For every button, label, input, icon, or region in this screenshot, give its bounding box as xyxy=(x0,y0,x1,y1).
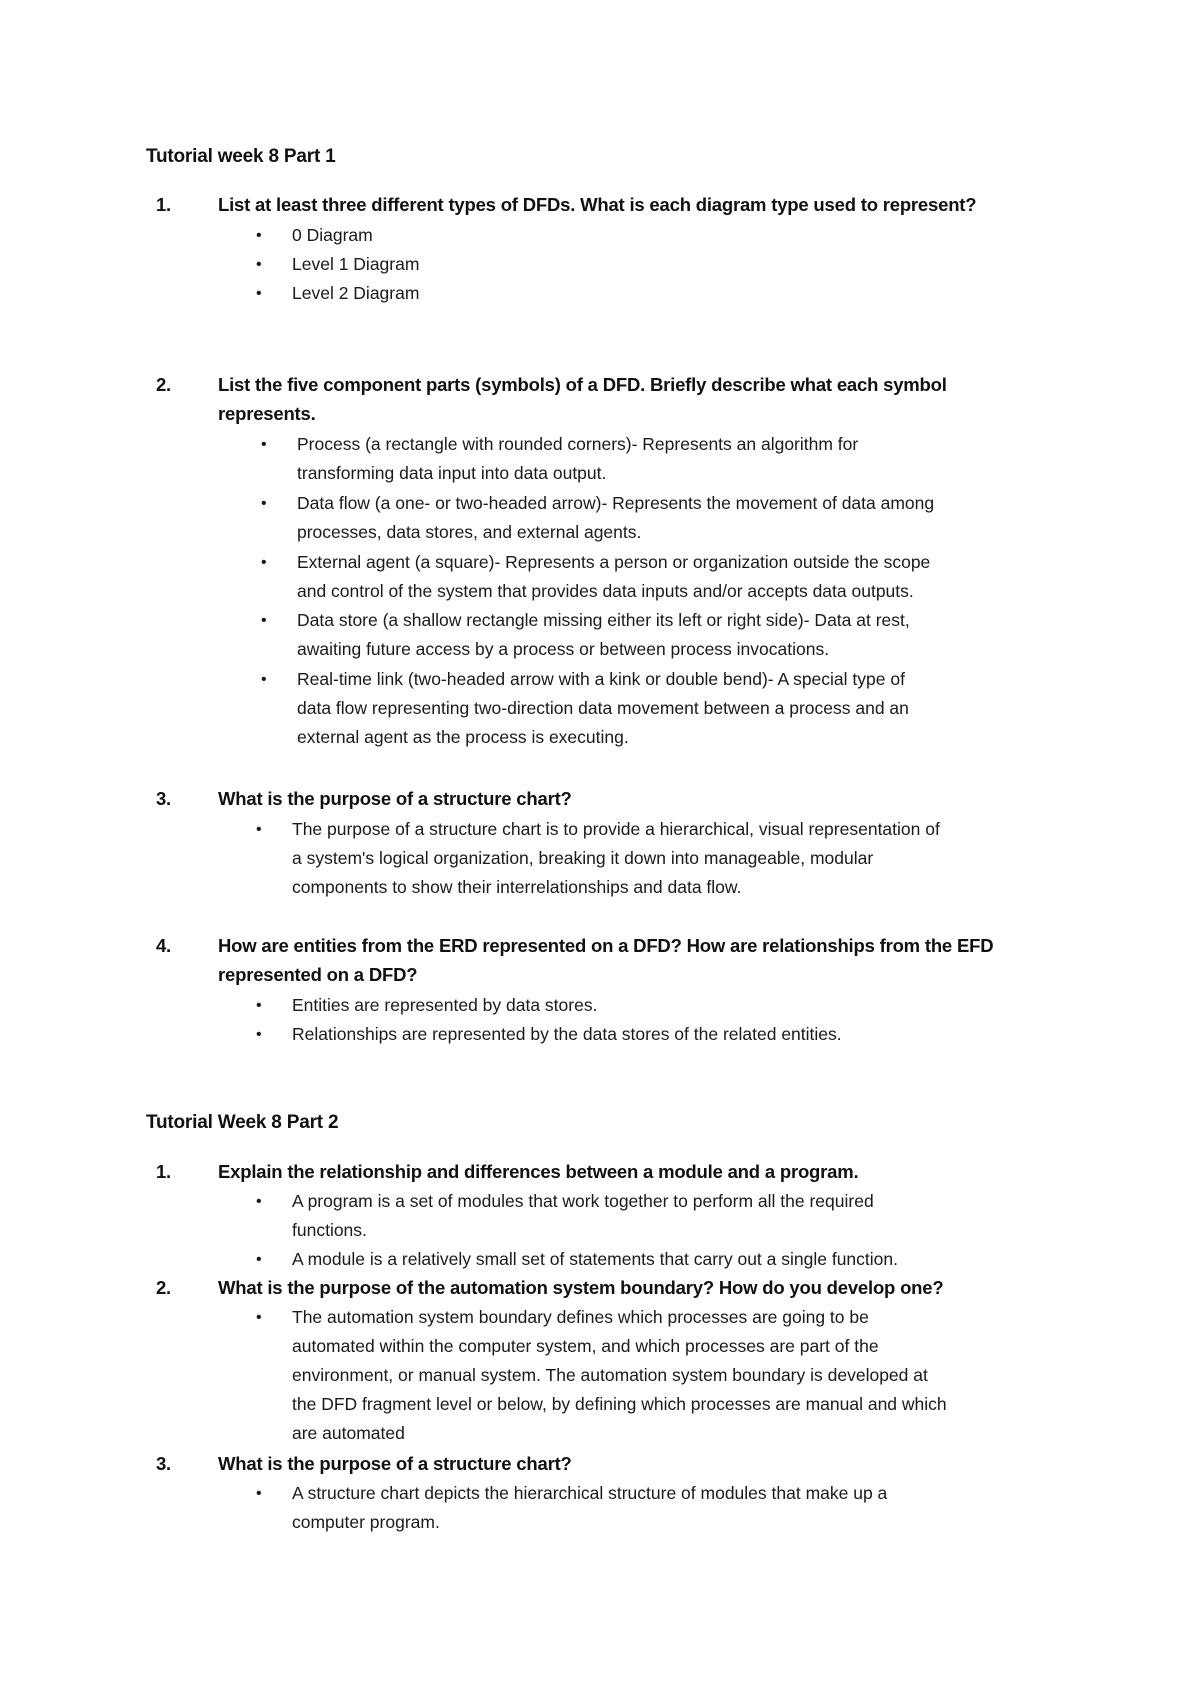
question-text xyxy=(218,931,1068,989)
list-item xyxy=(256,1187,1092,1245)
answer-text: are automated xyxy=(292,1423,405,1443)
answer-text: a system's logical organization, breaking it down into manageable, modular xyxy=(292,848,874,868)
question-text: What is the purpose of a structure chart? xyxy=(218,788,572,809)
answer-text: transforming data input into data output. xyxy=(297,463,607,483)
list-item xyxy=(256,815,1092,902)
answer-text: awaiting future access by a process or between process invocations. xyxy=(297,639,830,659)
list-item xyxy=(261,548,1097,606)
question-number: 1. xyxy=(155,194,171,215)
question-text-line: How are entities from the ERD represented on a DFD? How are relationships from the EFD xyxy=(218,935,994,956)
answer-text: external agent as the process is executing. xyxy=(297,727,629,747)
list-item xyxy=(256,991,1092,1020)
question-text-line: represents. xyxy=(218,403,316,424)
list-item xyxy=(261,606,1097,664)
question-text-line: List the five component parts (symbols) of a DFD. Briefly describe what each symbol xyxy=(218,374,947,395)
answer-text: environment, or manual system. The automation system boundary is developed at xyxy=(292,1365,928,1385)
answer-text: Relationships are represented by the data stores of the related entities. xyxy=(292,1024,842,1044)
question-text-line: represented on a DFD? xyxy=(218,964,418,985)
question-text: Explain the relationship and differences between a module and a program. xyxy=(218,1161,859,1182)
answer-text: data flow representing two-direction data movement between a process and an xyxy=(297,698,909,718)
question-number: 1. xyxy=(155,1161,171,1182)
question-number: 2. xyxy=(155,374,171,395)
answer-text: 0 Diagram xyxy=(292,225,373,245)
list-item xyxy=(256,279,1092,308)
answer-text: Real-time link (two-headed arrow with a kink or double bend)- A special type of xyxy=(297,669,905,689)
list-item xyxy=(261,489,1097,547)
answer-text: A program is a set of modules that work together to perform all the required xyxy=(292,1191,874,1211)
list-item xyxy=(256,1020,1092,1049)
question-number: 3. xyxy=(155,1453,171,1474)
question-number: 3. xyxy=(155,788,171,809)
answer-text: the DFD fragment level or below, by defining which processes are manual and which xyxy=(292,1394,947,1414)
question-text: What is the purpose of the automation system boundary? How do you develop one? xyxy=(218,1277,944,1298)
answer-text: Data store (a shallow rectangle missing either its left or right side)- Data at rest, xyxy=(297,610,910,630)
list-item xyxy=(256,1245,1092,1274)
answer-text: Entities are represented by data stores. xyxy=(292,995,598,1015)
bullet-icon: • xyxy=(256,1193,262,1210)
bullet-icon: • xyxy=(261,495,267,512)
bullet-icon: • xyxy=(256,997,262,1014)
question-text xyxy=(218,370,1068,428)
question-number: 4. xyxy=(155,935,171,956)
answer-text: components to show their interrelationships and data flow. xyxy=(292,877,742,897)
part2-heading: Tutorial Week 8 Part 2 xyxy=(146,1112,339,1133)
bullet-icon: • xyxy=(261,612,267,629)
answer-text: External agent (a square)- Represents a person or organization outside the scope xyxy=(297,552,931,572)
answer-text: Level 1 Diagram xyxy=(292,254,420,274)
part1-heading: Tutorial week 8 Part 1 xyxy=(146,146,336,167)
list-item xyxy=(261,430,1097,488)
list-item xyxy=(256,221,1092,250)
bullet-icon: • xyxy=(256,1026,262,1043)
answer-text: processes, data stores, and external agents. xyxy=(297,522,642,542)
list-item xyxy=(256,1479,1092,1537)
bullet-icon: • xyxy=(256,256,262,273)
answer-text: Process (a rectangle with rounded corners)- Represents an algorithm for xyxy=(297,434,859,454)
bullet-icon: • xyxy=(256,1309,262,1326)
bullet-icon: • xyxy=(261,671,267,688)
bullet-icon: • xyxy=(261,554,267,571)
list-item xyxy=(256,1303,1092,1448)
question-text: List at least three different types of DFDs. What is each diagram type used to represent? xyxy=(218,194,977,215)
bullet-icon: • xyxy=(256,1485,262,1502)
bullet-icon: • xyxy=(256,285,262,302)
bullet-icon: • xyxy=(256,821,262,838)
bullet-icon: • xyxy=(261,436,267,453)
answer-text: A module is a relatively small set of statements that carry out a single function. xyxy=(292,1249,898,1269)
question-number: 2. xyxy=(155,1277,171,1298)
answer-text: Data flow (a one- or two-headed arrow)- Represents the movement of data among xyxy=(297,493,935,513)
answer-text: computer program. xyxy=(292,1512,440,1532)
answer-text: functions. xyxy=(292,1220,367,1240)
bullet-icon: • xyxy=(256,1251,262,1268)
list-item xyxy=(256,250,1092,279)
question-text: What is the purpose of a structure chart? xyxy=(218,1453,572,1474)
answer-text: A structure chart depicts the hierarchical structure of modules that make up a xyxy=(292,1483,888,1503)
answer-text: Level 2 Diagram xyxy=(292,283,420,303)
bullet-icon: • xyxy=(256,227,262,244)
answer-text: The purpose of a structure chart is to provide a hierarchical, visual representation of xyxy=(292,819,940,839)
answer-text: The automation system boundary defines which processes are going to be xyxy=(292,1307,869,1327)
answer-text: and control of the system that provides data inputs and/or accepts data outputs. xyxy=(297,581,914,601)
list-item xyxy=(261,665,1097,752)
answer-text: automated within the computer system, and which processes are part of the xyxy=(292,1336,879,1356)
